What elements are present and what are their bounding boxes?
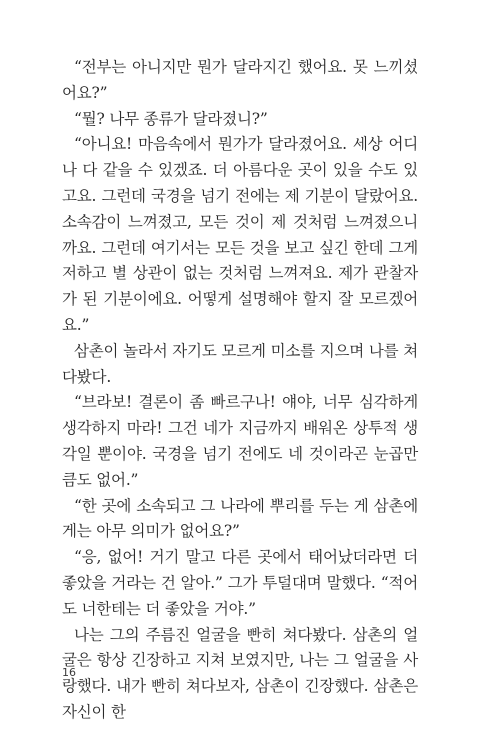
paragraph: “전부는 아니지만 뭔가 달라지긴 했어요. 못 느끼셨어요?” (62, 58, 418, 102)
paragraph: 삼촌이 놀라서 자기도 모르게 미소를 지으며 나를 쳐다봤다. (62, 341, 418, 386)
paragraph: “아니요! 마음속에서 뭔가가 달라졌어요. 세상 어디나 다 같을 수 있겠죠. 더 아름다운 곳이 있을 수도 있고요. 그런데 국경을 넘기 전에는 제 기분이 달랐어요. 소속감이 느껴졌고, 모든 것이 제 것처럼 느껴졌으니까요. 그런데 여기서는 모든 것을 보고 싶긴 한데 그게 저하고 별 상관이 없는 것처럼 느껴져요. 제가 관찰자가 된 기분이에요. 어떻게 설명해야 할지 잘 모르겠어요.” (62, 135, 418, 334)
body-text (62, 55, 418, 726)
paragraph: 나는 그의 주름진 얼굴을 빤히 쳐다봤다. 삼촌의 얼굴은 항상 긴장하고 지쳐 보였지만, 나는 그 얼굴을 사랑했다. 내가 빤히 쳐다보자, 삼촌이 긴장했다. 삼촌은 자신이 한 (62, 625, 418, 721)
page-number: 16 (62, 666, 76, 679)
paragraph: “뭘? 나무 종류가 달라졌니?” (74, 109, 268, 128)
paragraph: “응, 없어! 거기 말고 다른 곳에서 태어났더라면 더 좋았을 거라는 건 알아.” 그가 투덜대며 말했다. “적어도 너한테는 더 좋았을 거야.” (62, 548, 418, 618)
paragraph: “브라보! 결론이 좀 빠르구나! 얘야, 너무 심각하게 생각하지 마라! 그건 네가 지금까지 배워온 상투적 생각일 뿐이야. 국경을 넘기 전에도 네 것이라곤 눈곱만큼도 없어.” (62, 393, 418, 489)
paragraph: “한 곳에 소속되고 그 나라에 뿌리를 두는 게 삼촌에게는 아무 의미가 없어요?” (62, 496, 418, 541)
